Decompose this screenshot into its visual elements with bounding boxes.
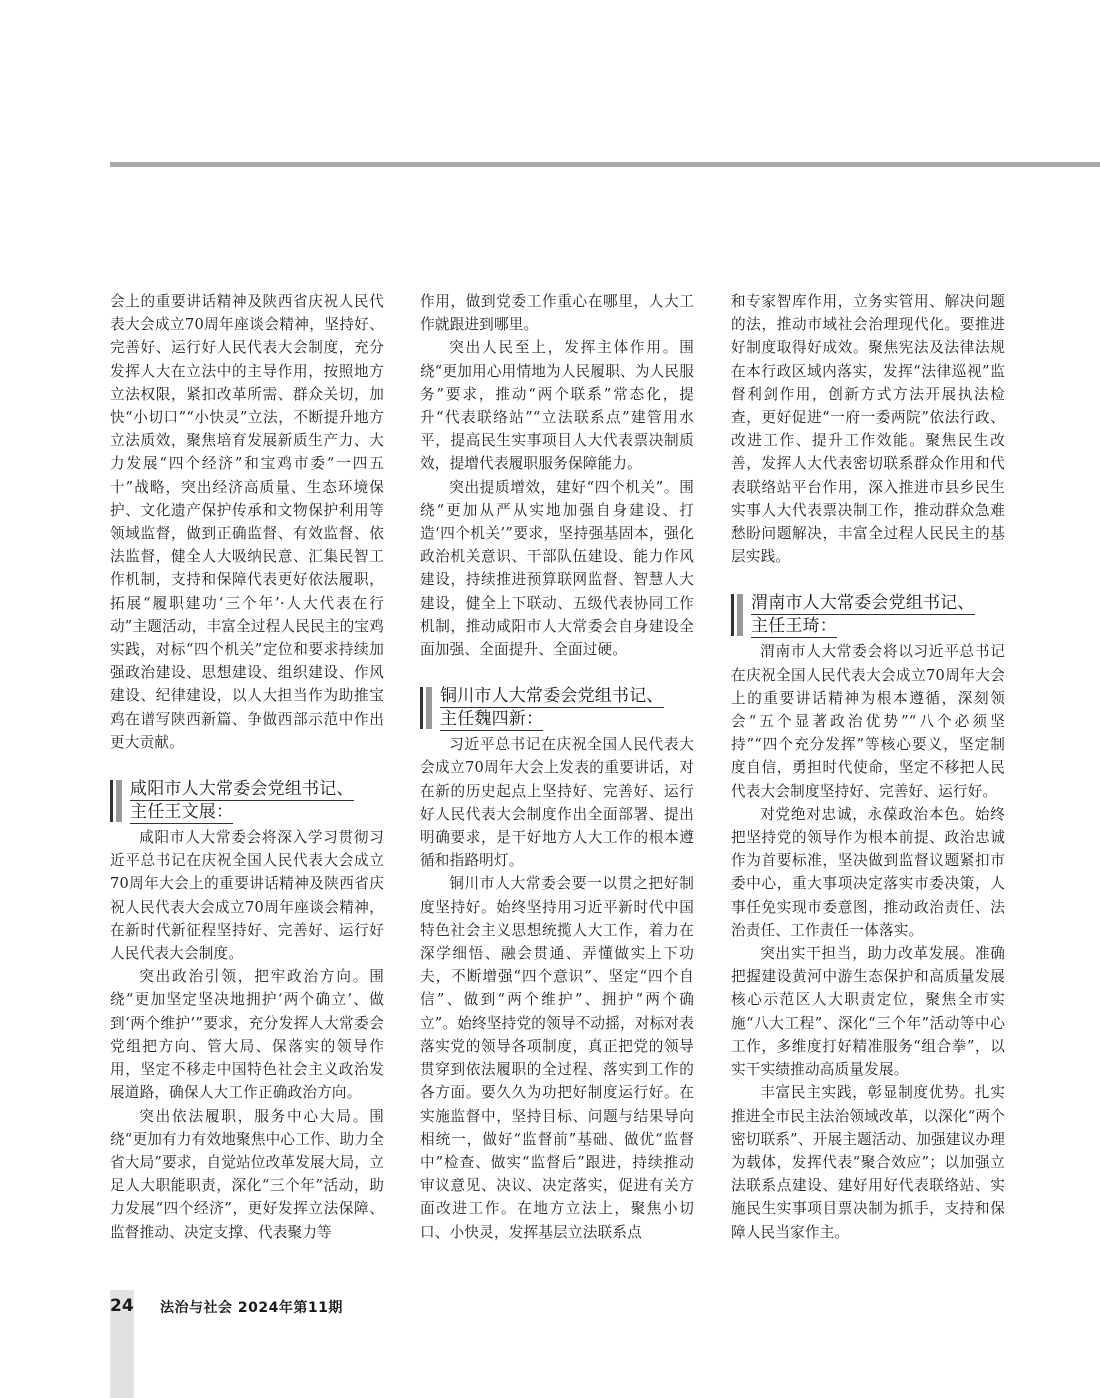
- paragraph: 会上的重要讲话精神及陕西省庆祝人民代表大会成立70周年座谈会精神，坚持好、完善好、运行好人民代表大会制度，充分发挥人大在立法中的主导作用，按照地方立法权限，紧扣改革所需、群众关切，加快“小切口”“小快灵”立法，不断提升地方立法质效，聚焦培育发展新质生产力、大力发展“四个经济”和宝鸡市委“一四五十”战略，突出经济高质量、生态环境保护、文化遗产保护传承和文物保护利用等领域监督，做到正确监督、有效监督、依法监督，健全人大吸纳民意、汇集民智工作机制，支持和保障代表更好依法履职，拓展“履职建功‘三个年’·人大代表在行动”主题活动，丰富全过程人民民主的宝鸡实践，对标“四个机关”定位和要求持续加强政治建设、思想建设、组织建设、作风建设、纪律建设，以人大担当作为助推宝鸡在谱写陕西新篇、争做西部示范中作出更大贡献。: [110, 293, 384, 751]
- paragraph: 对党绝对忠诚，永葆政治本色。始终把坚持党的领导作为根本前提、政治忠诚作为首要标准，坚决做到监督议题紧扣市委中心，重大事项决定落实市委决策，人事任免实现市委意图，推动政治责任、法治责任、工作责任一体落实。: [731, 805, 1005, 939]
- paragraph: 习近平总书记在庆祝全国人民代表大会成立70周年大会上发表的重要讲话，对在新的历史起点上坚持好、完善好、运行好人民代表大会制度作出全面部署、提出明确要求，是干好地方人大工作的根本遵循和指路明灯。: [420, 736, 694, 870]
- heading-line-1: 渭南市人大常委会党组书记、: [751, 593, 975, 614]
- column-2: [420, 290, 694, 1244]
- heading-line-2: 主任魏四新：: [440, 709, 544, 730]
- heading-marker-icon: [110, 780, 122, 822]
- page-number: 24: [110, 1296, 134, 1316]
- paragraph: 突出政治引领，把牢政治方向。围绕“更加坚定坚决地拥护‘两个确立’、做到‘两个维护’”要求，充分发挥人大常委会党组把方向、管大局、保落实的领导作用，坚定不移走中国特色社会主义政治发展道路，确保人大工作正确政治方向。: [110, 968, 384, 1102]
- heading-line-1: 咸阳市人大常委会党组书记、: [130, 779, 354, 800]
- column-3: [731, 290, 1005, 1244]
- paragraph: 铜川市人大常委会要一以贯之把好制度坚持好。始终坚持用习近平新时代中国特色社会主义思想统揽人大工作，着力在深学细悟、融会贯通、弄懂做实上下功夫，不断增强“四个意识”、坚定“四个自信”、做到“两个维护”、拥护“两个确立”。始终坚持党的领导不动摇，对标对表落实党的领导各项制度，真正把党的领导贯穿到依法履职的全过程、落实到工作的各方面。要久久为功把好制度运行好。在实施监督中，坚持目标、问题与结果导向相统一，做好“监督前”基础、做优“监督中”检查、做实“监督后”跟进，持续推动审议意见、决议、决定落实，促进有关方面改进工作。在地方立法上，聚焦小切口、小快灵，发挥基层立法联系点: [420, 875, 694, 1241]
- paragraph: 和专家智库作用，立务实管用、解决问题的法，推动市域社会治理现代化。要推进好制度取得好成效。聚焦宪法及法律法规在本行政区域内落实，发挥“法律巡视”监督利剑作用，创新方式方法开展执法检查，更好促进“一府一委两院”依法行政、改进工作、提升工作效能。聚焦民生改善，发挥人大代表密切联系群众作用和代表联络站平台作用，深入推进市县乡民生实事人大代表票决制工作，推动群众急难愁盼问题解决，丰富全过程人民民主的基层实践。: [731, 293, 1005, 566]
- paragraph: 突出实干担当，助力改革发展。准确把握建设黄河中游生态保护和高质量发展核心示范区人大职责定位，聚焦全市实施“八大工程”、深化“三个年”活动等中心工作，多维度打好精准服务“组合拳”，以实干实绩推动高质量发展。: [731, 945, 1005, 1079]
- paragraph: 作用，做到党委工作重心在哪里，人大工作就跟进到哪里。: [420, 293, 694, 334]
- paragraph: 突出提质增效，建好“四个机关”。围绕“更加从严从实地加强自身建设、打造‘四个机关’”要求，坚持强基固本，强化政治机关意识、干部队伍建设、能力作风建设，持续推进预算联网监督、智慧人大建设，健全上下联动、五级代表协同工作机制，推动咸阳市人大常委会自身建设全面加强、全面提升、全面过硬。: [420, 478, 694, 659]
- section-heading-tongchuan: [420, 685, 694, 731]
- magazine-issue: 法治与社会 2024年第11期: [160, 1300, 343, 1316]
- heading-line-2: 主任王文展：: [130, 802, 234, 823]
- heading-line-2: 主任王琦：: [751, 616, 837, 637]
- heading-marker-icon: [420, 687, 432, 729]
- section-heading-weinan: [731, 592, 1005, 638]
- paragraph: 突出依法履职，服务中心大局。围绕“更加有力有效地聚焦中心工作、助力全省大局”要求，自觉站位改革发展大局，立足人大职能职责，深化“三个年”活动，助力发展“四个经济”，更好发挥立法保障、监督推动、决定支撑、代表聚力等: [110, 1107, 384, 1241]
- paragraph: 咸阳市人大常委会将深入学习贯彻习近平总书记在庆祝全国人民代表大会成立70周年大会上的重要讲话精神及陕西省庆祝人民代表大会成立70周年座谈会精神，在新时代新征程坚持好、完善好、运行好人民代表大会制度。: [110, 829, 384, 963]
- top-rule: [110, 162, 1100, 167]
- paragraph: 突出人民至上，发挥主体作用。围绕“更加用心用情地为人民履职、为人民服务”要求，推动“两个联系”常态化，提升“代表联络站”“立法联系点”建管用水平，提高民生实事项目人大代表票决制质效，提增代表履职服务保障能力。: [420, 339, 694, 473]
- paragraph: 丰富民主实践，彰显制度优势。扎实推进全市民主法治领域改革，以深化“两个密切联系”、开展主题活动、加强建议办理为载体，发挥代表“聚合效应”；以加强立法联系点建设、建好用好代表联络站、实施民生实事项目票决制为抓手，支持和保障人民当家作主。: [731, 1084, 1005, 1241]
- column-1: [110, 290, 384, 1244]
- heading-line-1: 铜川市人大常委会党组书记、: [440, 686, 664, 707]
- heading-marker-icon: [731, 594, 743, 636]
- paragraph: 渭南市人大常委会将以习近平总书记在庆祝全国人民代表大会成立70周年大会上的重要讲话精神为根本遵循，深刻领会“五个显著政治优势”“八个必须坚持”“四个充分发挥”等核心要义，坚定制度自信，勇担时代使命，坚定不移把人民代表大会制度坚持好、完善好、运行好。: [731, 643, 1005, 800]
- section-heading-xianyang: [110, 778, 384, 824]
